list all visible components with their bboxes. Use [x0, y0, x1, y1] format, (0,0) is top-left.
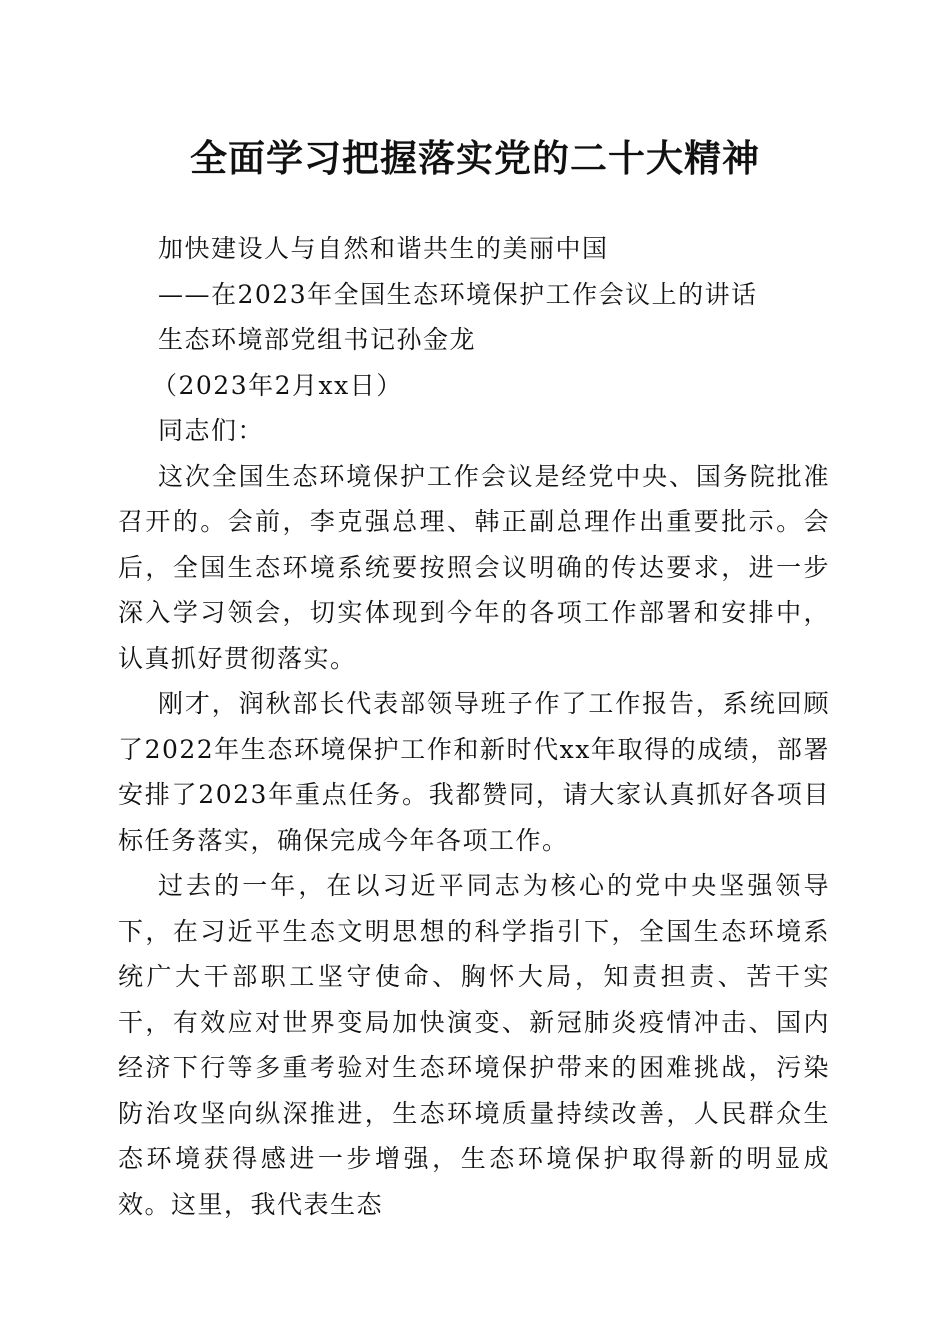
paragraph: 这次全国生态环境保护工作会议是经党中央、国务院批准召开的。会前，李克强总理、韩正副总理作出重要批示。会后，全国生态环境系统要按照会议明确的传达要求，进一步深入学习领会，切实体现到今年的各项工作部署和安排中，认真抓好贯彻落实。 [118, 461, 830, 673]
speech-title: 加快建设人与自然和谐共生的美丽中国 [158, 234, 609, 263]
document-body [118, 226, 830, 1227]
date-line: （2023年2月xx日） [152, 370, 403, 400]
paragraph: 过去的一年，在以习近平同志为核心的党中央坚强领导下，在习近平生态文明思想的科学指引下，全国生态环境系统广大干部职工坚守使命、胸怀大局，知责担责、苦干实干，有效应对世界变局加快演变、新冠肺炎疫情冲击、国内经济下行等多重考验对生态环境保护带来的困难挑战，污染防治攻坚向纵深推进，生态环境质量持续改善，人民群众生态环境获得感进一步增强，生态环境保护取得新的明显成效。这里，我代表生态 [118, 871, 830, 1219]
speaker-line: 生态环境部党组书记孙金龙 [158, 325, 477, 354]
document-title: 全面学习把握落实党的二十大精神 [190, 136, 760, 180]
speech-subtitle: ——在2023年全国生态环境保护工作会议上的讲话 [158, 279, 758, 309]
salutation: 同志们： [158, 416, 265, 445]
paragraph: 刚才，润秋部长代表部领导班子作了工作报告，系统回顾了2022年生态环境保护工作和新时代xx年取得的成绩，部署安排了2023年重点任务。我都赞同，请大家认真抓好各项目标任务落实，确保完成今年各项工作。 [118, 689, 830, 855]
